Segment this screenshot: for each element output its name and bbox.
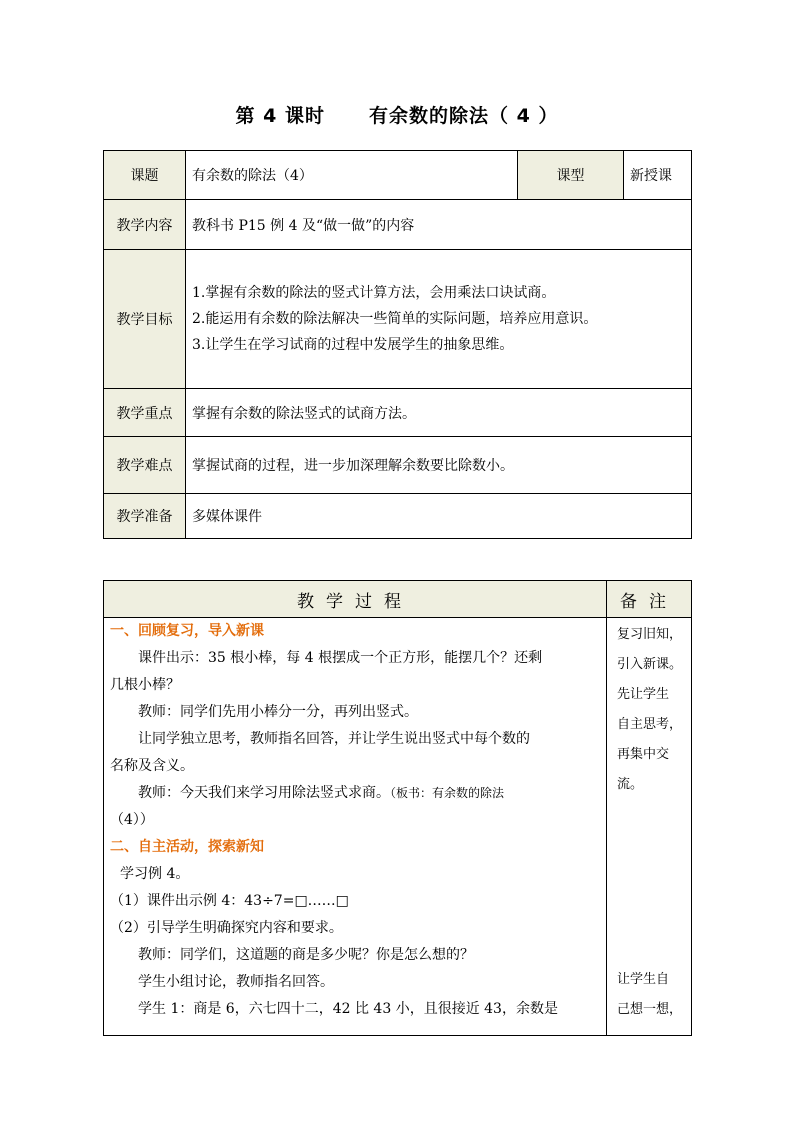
goal-item: 3.让学生在学习试商的过程中发展学生的抽象思维。 [192, 337, 514, 353]
section-review: 一、回顾复习，导入新课 [110, 623, 264, 639]
prep-label: 教学准备 [104, 494, 186, 539]
paragraph-text: 教师：今天我们来学习用除法竖式求商。 [138, 785, 390, 801]
type-value: 新授课 [624, 151, 692, 200]
note-line: 再集中交 [617, 747, 670, 762]
content-label: 教学内容 [104, 200, 186, 250]
topic-value: 有余数的除法（4） [186, 151, 518, 200]
teaching-process-table [103, 580, 692, 1036]
key-value: 掌握有余数的除法竖式的试商方法。 [186, 389, 692, 437]
content-value: 教科书 P15 例 4 及“做一做”的内容 [186, 200, 692, 250]
prep-value: 多媒体课件 [186, 494, 692, 539]
paragraph: 教师：同学们先用小棒分一分，再列出竖式。 [138, 704, 418, 720]
note-line: 流。 [617, 777, 644, 792]
paragraph: 让同学独立思考，教师指名回答，并让学生说出竖式中每个数的 [138, 731, 530, 747]
note-line: 引入新课。 [617, 657, 683, 672]
paragraph: 学生 1：商是 6，六七四十二，42 比 43 小，且很接近 43，余数是 [138, 1001, 558, 1017]
paragraph: （1）课件出示例 4：43÷7=□……□ [110, 893, 349, 909]
paragraph [110, 780, 602, 807]
note-line: 复习旧知， [617, 627, 683, 642]
note-line: 让学生自 [617, 972, 670, 987]
paragraph: 学生小组讨论，教师指名回答。 [138, 974, 334, 990]
paragraph: 名称及含义。 [110, 758, 194, 774]
note-line: 自主思考， [617, 717, 683, 732]
lesson-number: 第 4 课时 [235, 105, 325, 127]
page-title [0, 101, 794, 128]
section-explore: 二、自主活动，探索新知 [110, 839, 264, 855]
process-header: 教学过程 [104, 581, 607, 618]
goal-item: 1.掌握有余数的除法的竖式计算方法，会用乘法口诀试商。 [192, 285, 556, 301]
row-key-point [104, 389, 692, 437]
board-note: （板书：有余数的除法 [390, 786, 505, 800]
paragraph: （2）引导学生明确探究内容和要求。 [110, 920, 343, 936]
lesson-title: 有余数的除法（ 4 ） [369, 105, 559, 127]
row-topic [104, 151, 692, 200]
type-label: 课型 [518, 151, 624, 200]
process-notes [607, 618, 692, 1036]
goals-label: 教学目标 [104, 250, 186, 389]
goals-list [186, 250, 692, 389]
topic-label: 课题 [104, 151, 186, 200]
paragraph: 教师：同学们，这道题的商是多少呢？你是怎么想的？ [138, 947, 474, 963]
key-label: 教学重点 [104, 389, 186, 437]
note-line: 先让学生 [617, 687, 670, 702]
paragraph: 课件出示：35 根小棒，每 4 根摆成一个正方形，能摆几个？还剩 [138, 650, 543, 666]
paragraph: （4）） [110, 812, 154, 828]
paragraph: 几根小棒？ [110, 677, 180, 693]
process-content [104, 618, 607, 1036]
paragraph: 学习例 4。 [120, 866, 190, 882]
difficult-label: 教学难点 [104, 437, 186, 494]
row-goals [104, 250, 692, 389]
goal-item: 2.能运用有余数的除法解决一些简单的实际问题，培养应用意识。 [192, 311, 598, 327]
lesson-info-table [103, 150, 692, 539]
notes-header: 备注 [607, 581, 692, 618]
row-preparation [104, 494, 692, 539]
row-content [104, 200, 692, 250]
difficult-value: 掌握试商的过程，进一步加深理解余数要比除数小。 [186, 437, 692, 494]
row-difficulty [104, 437, 692, 494]
process-body-row [104, 618, 692, 1036]
process-header-row [104, 581, 692, 618]
note-line: 己想一想， [617, 1002, 683, 1017]
